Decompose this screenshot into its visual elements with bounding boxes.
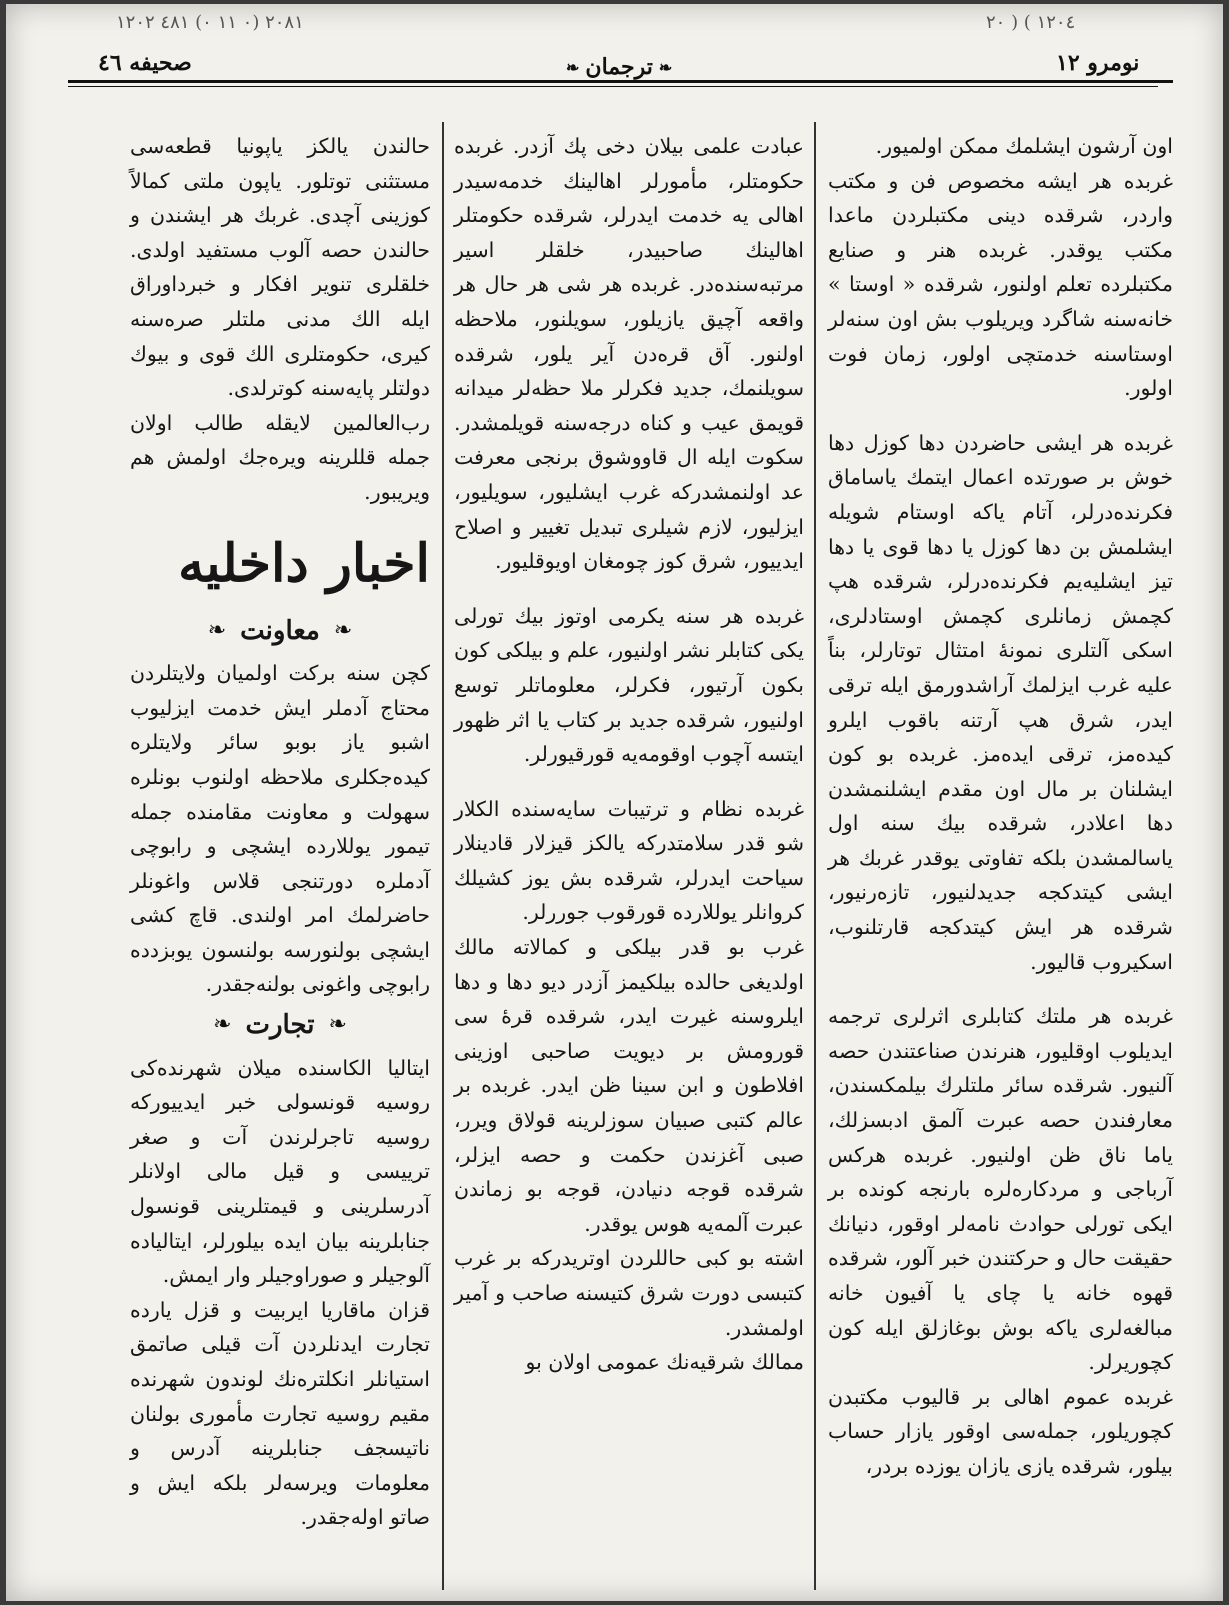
- paragraph: غربده نظام و ترتیبات سایه‌سنده الكلار شو قدر سلامتدركه یالكز قیزلار قادینلار سیاحت ایدرلر، شرقده بش یوز كشیلك كروانلر یوللارده قورقوب جوررلر.: [454, 796, 804, 925]
- column-right: [828, 129, 1173, 1484]
- ornament-icon: ❧: [328, 1012, 347, 1038]
- paragraph: عبادت علمی بیلان دخی پك آزدر. غربده حكومتلر، مأمورلر اهالینك خدمه‌سیدر اهالی یه خدمت ایدرلر، شرقده حكومتلر اهالینك صاحبیدر، خلقلر اسیر مرتبه‌سنده‌در. غربده هر شی هر حال هر واقعه آچیق یازیلور، سویلنور، ملاحظه اولنور. آق قره‌دن آیر یلور، شرقده سویلنمك، جدید فكرلر ملا حظه‌لر میدانه قویمق عیب و كناه درجه‌سنه قویلمشدر. سكوت ایله ال قاووشوق برنجی معرفت عد اولنمشدركه غرب ایشلیور، سویلیور، ایزلیور، لازم شیلری تبدیل تغییر و اصلاح ایدییور، شرق كوز چومغان اویوقلیور.: [454, 134, 804, 574]
- issue-number: نومرو ١٢: [1056, 50, 1140, 76]
- column-divider: [442, 122, 444, 1590]
- column-divider: [814, 122, 816, 1590]
- section-title-domestic-news: اخبار داخلیه: [178, 532, 430, 594]
- column-middle: [454, 129, 804, 1380]
- paragraph: غربده هر سنه یكرمی اوتوز بیك تورلی یكی كتابلر نشر اولنیور، علم و بیلكی كون بكون آرتیور، فكرلر، معلوماتلر توسع اولنیور، شرقده جدید بر كتاب یا اثر ظهور ایتسه آچوب اوقومه‌یه قورقیورلر.: [454, 603, 804, 767]
- handwritten-annotation-left: ٢٠٨١ (٠ ١١ ٠) ٤٨١ ١٢٠٢: [116, 12, 304, 33]
- paragraph: غربده عموم اهالی بر قالیوب مكتبدن كچوریلور، جمله‌سی اوقور یازار حساب بیلور، شرقده یازی یازان یوزده بردر،: [828, 1384, 1173, 1478]
- column-left: [130, 129, 430, 1535]
- paragraph: حالندن یالكز یاپونیا قطعه‌سی مستثنی توتلور. یاپون ملتی كمالاً كوزینی آچدی. غربك هر ایشندن و حالندن حصه آلوب مستفید اولدی. خلقلری تنویر افكار و خبرداوراق ایله الك مدنی ملتلر صره‌سنه كیری، حكومتلری الك قوی و بیوك دولتلر پایه‌سنه كوترلدی.: [130, 134, 430, 401]
- paragraph: اون آرشون ایشلمك ممكن اولمیور.: [875, 134, 1173, 158]
- ornament-icon: ❧: [333, 617, 353, 643]
- ornament-icon: ❧: [213, 1012, 232, 1038]
- paragraph: غرب بو قدر بیلكی و كمالاته مالك اولدیغی حالده بیلكیمز آزدر دیو دها و دها ایلرو‌سنه غیرت ایدر، شرقده قرهٔ سی قورومش بر دیویت صاحبی اوزینی افلاطون و ابن سینا ظن ایدر. غربده بر عالم كتبی صبیان سوزلرینه قولاق ویرر، صبی آغزندن حكمت و حصه ایزلر، شرقده قوجه دنیادن، قوجه بو زماندن عبرت آلمه‌یه هوس یوقدر.: [454, 935, 804, 1236]
- paragraph: ممالك شرقیه‌نك عمومی اولان بو: [525, 1350, 804, 1375]
- paragraph: غربده هر ایشی حاضردن دها كوزل دها خوش بر صورتده اعمال ایتمك یاساماق فكرنده‌درلر، آتام یاكه اوستام شویله ایشلمش بن دها كوزل یا دها قوی یا دها تیز ایشلیه‌یم فكرنده‌درلر، شرقده هپ كچمش زمانلری كچمش اوستادلری، اسكی آلتلری نمونهٔ امتثال توتارلر، بناً علیه غرب ایزلمك آراشدورمق ایله ترقی ایدر، شرق هپ آرتنه باقوب ایلرو كیده‌مز، ترقی ایده‌مز. غربده بو كون ایشلنان بر مال اون مقدم ایشلنمشدن دها اعلادر، شرقده بیك سنه اول یاسالمشدن بلكه تفاوتی یوقدر غربك هر ایشی كیتدكجه جدیدلنیور، تازه‌رنیور، شرقده هر ایش كیتدكجه قارتلنوب، اسكیروب قالیور.: [828, 430, 1173, 974]
- ornament-icon: ❧: [566, 57, 580, 77]
- newspaper-title: ترجمان: [585, 54, 653, 80]
- paragraph: ایتالیا الكاسنده میلان شهرنده‌كی روسیه قونسولی خبر ایدییوركه روسیه تاجرلرندن آت و صغر ترییسی و قیل مالی اولانلر آدرسلرینی و قیمتلرینی قونسول جنابلرینه بیان ایده بیلورلر، ایتالیاده آلوجیلر و صوراوجیلر وار ایمش.: [130, 1055, 430, 1288]
- ornament-icon: ❧: [207, 617, 227, 643]
- paragraph: قزان ماقاریا ایربیت و قزل یارده تجارت ایدنلردن آت قیلی صاتمق استیانلر انكلتره‌نك لوندون شهرنده مقیم روسیه تجارت مأموری بولنان ناتیسجف جنابلرینه آدرس و معلومات ویرسه‌لر بلكه ایش و صاتو اوله‌جقدر.: [130, 1297, 430, 1530]
- newspaper-page: [6, 4, 1223, 1601]
- paragraph: غربده هر ملتك كتابلری اثرلری ترجمه ایدیلوب اوقلیور، هنرندن صناعتندن حصه آلنیور. شرقده سائر ملتلرك بیلمكسندن، معارفندن حصه عبرت آلمق ادبسزلك، یاما ناق ظن اولنیور. غربده هركس آرباجی و مردكاره‌لره بارنجه كونده بر ایكی تورلی حوادث نامه‌لر اوقور، دنیانك حقیقت حال و حركتندن خبر آلور، شرقده قهوه خانه یا چای یا آفیون خانه مبالغه‌لری یاكه بوش بوغازلق ایله كون كچوریرلر.: [828, 1004, 1173, 1375]
- paragraph: غربده هر ایشه مخصوص فن و مكتب واردر، شرقده دینی مكتبلردن ماعدا مكتب یوقدر. غربده هنر و صنایع مكتبلرده تعلم اولنور، شرقده « اوستا » خانه‌سنه شاگرد ویریلوب بش اون سنه‌لر اوستاسنه خدمتچی اولور، زمان فوت اولور.: [828, 168, 1173, 401]
- paragraph: رب‌العالمین لایقله طالب اولان جمله قللرینه ویره‌جك اولمش هم ویریبور.: [130, 410, 430, 504]
- header-rule-thin: [68, 86, 1158, 87]
- section-heading-trade: [130, 1008, 430, 1043]
- paragraph: كچن سنه بركت اولمیان ولایتلردن محتاج آدملر ایش خدمت ایزلیوب اشبو یاز بوبو سائر ولایتلره كیده‌جكلری ملاحظه اولنوب بونلره سهولت و معاونت مقامنده جمله تیمور یوللارده ایشچی و رابوچی آدملره دورتنجی قلاس واغونلر حاضرلمك امر اولندی. قاچ كشی ایشچی بولنورسه بولنسون یوبزدده رابوچی واغونی بولنه‌جقدر.: [130, 661, 430, 997]
- section-heading-aid: [130, 614, 430, 649]
- header-rule: [68, 80, 1173, 83]
- newspaper-masthead: [566, 54, 672, 80]
- section-heading-text: تجارت: [245, 1010, 315, 1041]
- paragraph: اشته بو كبی حاللردن اوتریدركه بر غرب كتبسی دورت شرق كتیسنه صاحب و آمیر اولمشدر.: [454, 1246, 804, 1340]
- section-heading-text: معاونت: [240, 615, 320, 646]
- ornament-icon: ❧: [658, 57, 673, 77]
- page-number: صحيفه ٤٦: [98, 50, 192, 76]
- handwritten-annotation-right: ١٢٠٤ ) ( ٢٠: [986, 12, 1076, 33]
